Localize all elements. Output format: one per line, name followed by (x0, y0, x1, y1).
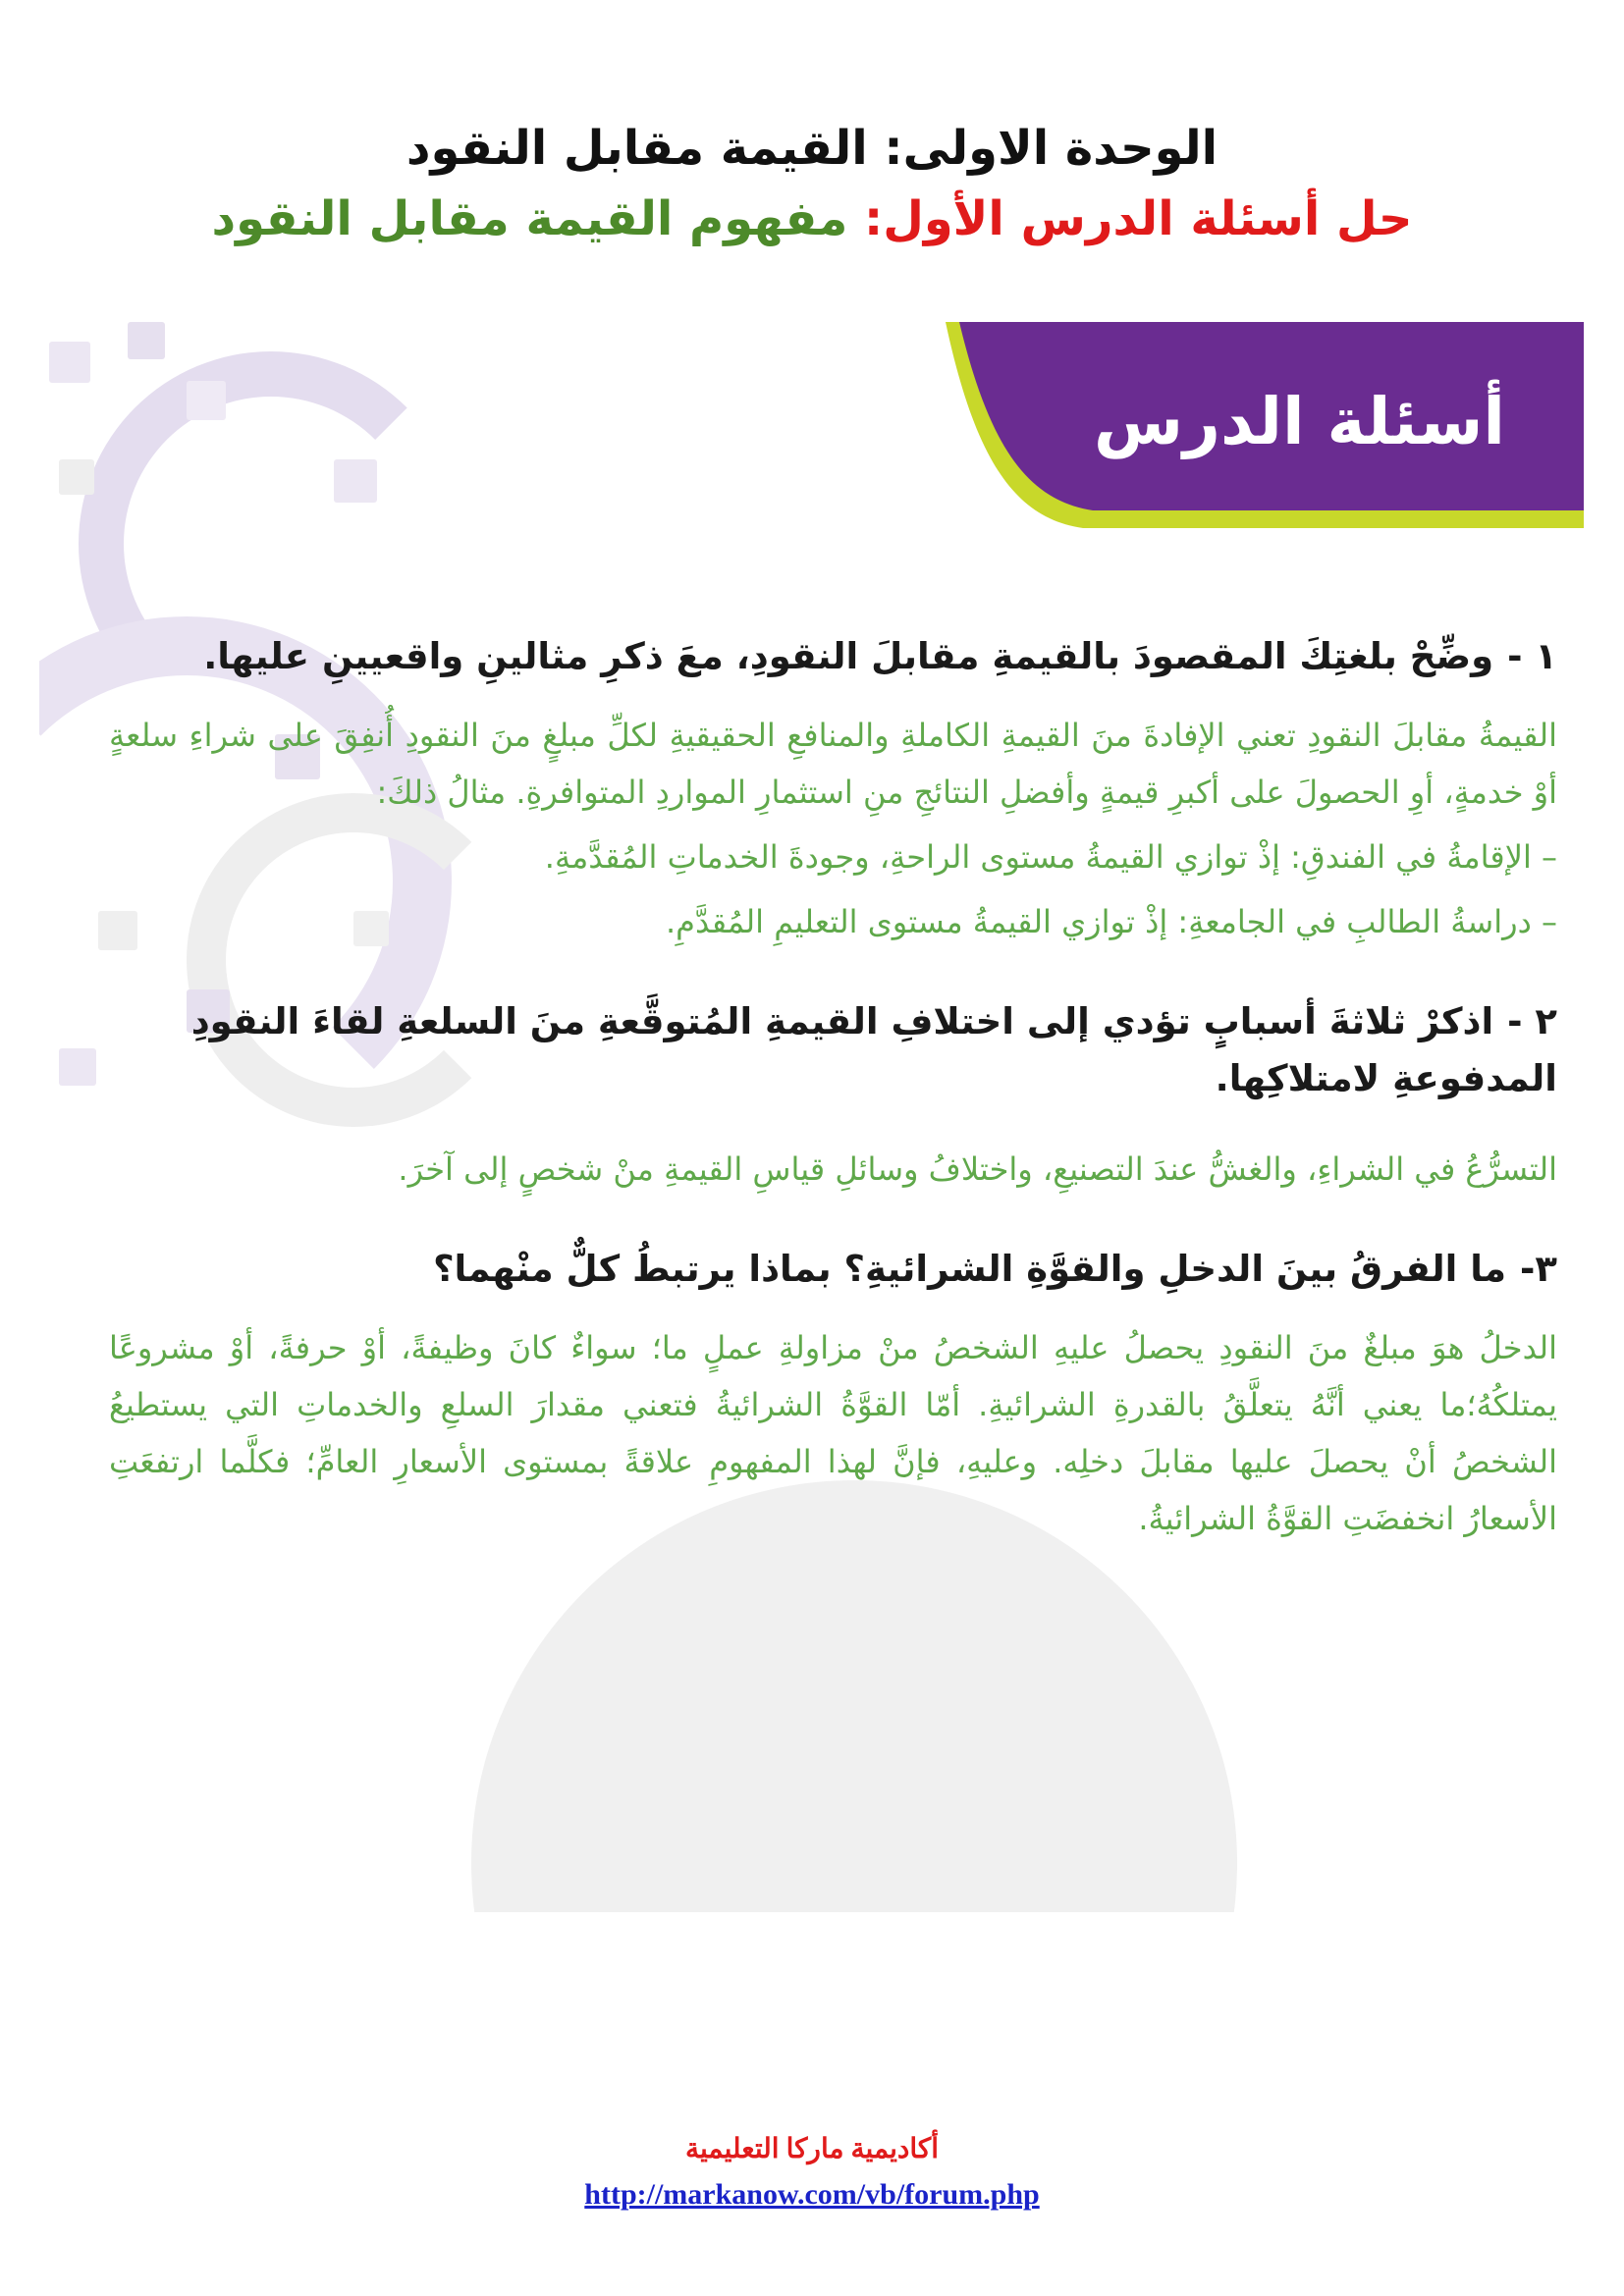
lesson-title (0, 187, 1624, 251)
page-footer (0, 2130, 1624, 2215)
decoration-square-icon (49, 342, 90, 383)
question-text: وضِّحْ بلغتِكَ المقصودَ بالقيمةِ مقابلَ النقودِ، معَ ذكرِ مثالينِ واقعيينِ عليها. (203, 635, 1494, 677)
decoration-square-icon (128, 322, 165, 359)
decoration-square-icon (59, 1048, 96, 1086)
decoration-square-icon (59, 459, 94, 495)
unit-title: الوحدة الاولى: القيمة مقابل النقود (406, 121, 1218, 176)
question-text: اذكرْ ثلاثةَ أسبابٍ تؤدي إلى اختلافِ القيمةِ المُتوقَّعةِ منَ السلعةِ لقاءَ النقودِ المدفوعةِ لامتلاكِها. (190, 1000, 1557, 1099)
questions-content (109, 628, 1557, 1547)
banner-title: أسئلة الدرس (1093, 384, 1505, 459)
decoration-square-icon (187, 381, 226, 420)
lesson-title-prefix: حل أسئلة الدرس الأول: (864, 191, 1413, 246)
lesson-questions-banner (946, 322, 1584, 528)
question-number: ١ - (1507, 635, 1557, 677)
lesson-title-name: مفهوم القيمة مقابل النقود (211, 191, 848, 246)
academy-name: أكاديمية ماركا التعليمية (684, 2134, 940, 2164)
question-1 (109, 628, 1557, 685)
answer-3: الدخلُ هوَ مبلغٌ منَ النقودِ يحصلُ عليهِ الشخصُ منْ مزاولةِ عملٍ ما؛ سواءٌ كانَ وظيفةً، أوْ حرفةً، أوْ مشروعًا يمتلكُهُ؛ما يعني أنَّهُ يتعلَّقُ بالقدرةِ الشرائيةِ. أمّا القوَّةُ الشرائيةُ فتعني مقدارَ السلعِ والخدماتِ التي يستطيعُ الشخصُ أنْ يحصلَ عليها مقابلَ دخلِه. وعليهِ، فإنَّ لهذا المفهومِ علاقةً بمستوى الأسعارِ العامِّ؛ فكلَّما ارتفعَتِ الأسعارُ انخفضَتِ القوَّةُ الشرائيةُ. (109, 1329, 1557, 1537)
answer-1-bullet: – دراسةُ الطالبِ في الجامعةِ: إذْ توازي القيمةُ مستوى التعليمِ المُقدَّمِ. (665, 903, 1557, 940)
answer-1-bullet: – الإقامةُ في الفندقِ: إذْ توازي القيمةُ مستوى الراحةِ، وجودةَ الخدماتِ المُقدَّمةِ. (544, 838, 1557, 876)
question-number: ٣- (1520, 1248, 1557, 1290)
question-2 (109, 993, 1557, 1107)
decoration-square-icon (334, 459, 377, 503)
page-header (0, 116, 1624, 251)
question-text: ما الفرقُ بينَ الدخلِ والقوَّةِ الشرائيةِ؟ بماذا يرتبطُ كلٌّ منْهما؟ (433, 1248, 1507, 1290)
forum-link[interactable]: http://markanow.com/vb/forum.php (584, 2178, 1040, 2211)
question-3 (109, 1241, 1557, 1298)
answer-1: القيمةُ مقابلَ النقودِ تعني الإفادةَ منَ القيمةِ الكاملةِ والمنافعِ الحقيقيةِ لكلِّ مبلغٍ منَ النقودِ أُنفِقَ على شراءِ سلعةٍ أوْ خدمةٍ، أوِ الحصولَ على أكبرِ قيمةٍ وأفضلِ النتائجِ منِ استثمارِ المواردِ المتوافرةِ. مثالُ ذلكَ: (109, 717, 1557, 811)
answer-2: التسرُّعُ في الشراءِ، والغشُّ عندَ التصنيعِ، واختلافُ وسائلِ قياسِ القيمةِ منْ شخصٍ إلى آخرَ. (398, 1150, 1557, 1188)
question-number: ٢ - (1507, 1000, 1557, 1042)
